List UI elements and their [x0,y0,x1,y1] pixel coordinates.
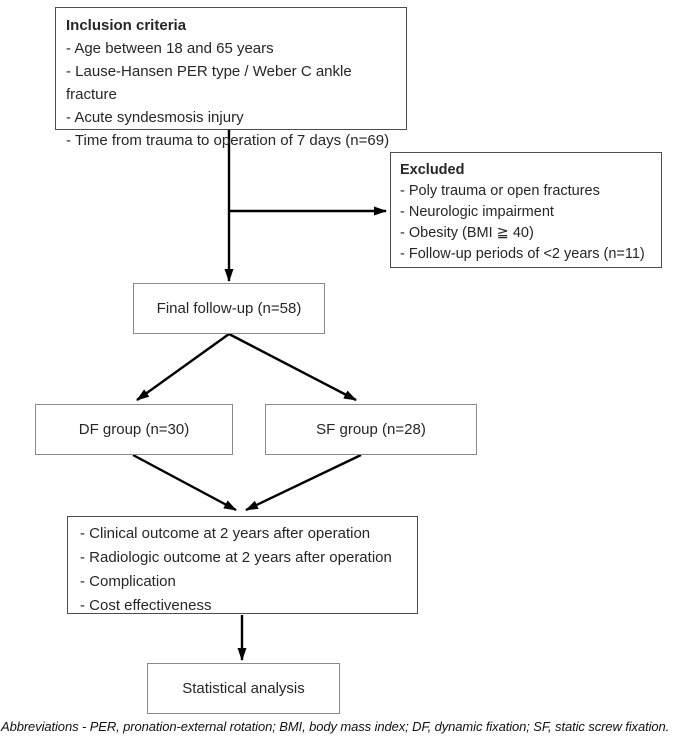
inclusion-item: - Acute syndesmosis injury [66,109,244,126]
statistical-analysis-box [147,663,340,714]
excluded-item: - Neurologic impairment [400,204,554,220]
excluded-title: Excluded [400,162,465,178]
inclusion-item: - Age between 18 and 65 years [66,40,274,57]
sf-group-label: SF group (n=28) [316,421,426,438]
excluded-item: - Obesity (BMI ≧ 40) [400,225,534,241]
outcomes-item: - Complication [80,573,176,590]
inclusion-criteria-title: Inclusion criteria [66,17,187,34]
outcomes-item: - Clinical outcome at 2 years after operation [80,525,371,542]
sf-group-box [265,404,477,455]
arrow-df-to-outcomes [133,455,236,510]
df-group-box [35,404,233,455]
outcomes-box [67,516,418,614]
df-group-label: DF group (n=30) [78,421,190,438]
outcomes-item: - Radiologic outcome at 2 years after operation [80,549,392,566]
excluded-item: - Follow-up periods of <2 years (n=11) [400,246,645,262]
arrow-final-to-df [137,334,229,400]
statistical-analysis-label: Statistical analysis [182,680,305,697]
inclusion-criteria-box [55,7,407,149]
excluded-box [390,152,662,268]
inclusion-item: - Time from trauma to operation of 7 days (n=69) [66,132,390,149]
arrow-sf-to-outcomes [246,455,361,510]
abbreviations-footnote: Abbreviations - PER, pronation-external rotation; BMI, body mass index; DF, dynamic fixation; SF, static screw fixation. [1,719,670,734]
inclusion-item: - Lause-Hansen PER type / Weber C ankle fracture [66,63,352,103]
outcomes-item: - Cost effectiveness [80,597,212,614]
excluded-item: - Poly trauma or open fractures [400,183,600,199]
final-followup-label: Final follow-up (n=58) [156,300,302,317]
final-followup-box [133,283,325,334]
arrow-final-to-sf [229,334,356,400]
